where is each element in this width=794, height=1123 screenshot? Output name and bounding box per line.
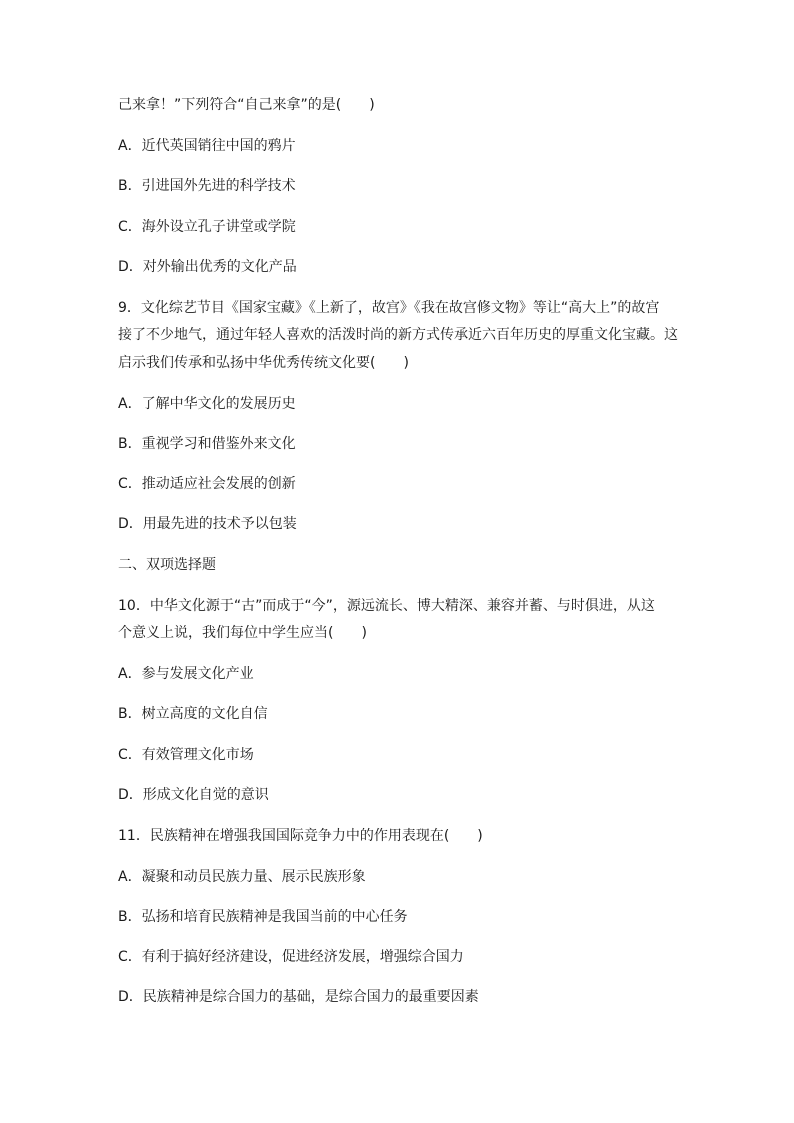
question-10-stem-line-1: 10．中华文化源于“古”而成于“今”，源远流长、博大精深、兼容并蓄、与时俱进，从这 [118,598,655,614]
question-11-option-d: D．民族精神是综合国力的基础，是综合国力的最重要因素 [118,989,479,1005]
question-10-option-b: B．树立高度的文化自信 [118,706,268,722]
question-8-option-d: D．对外输出优秀的文化产品 [118,259,297,275]
section-heading: 二、双项选择题 [118,557,216,573]
question-9-option-b: B．重视学习和借鉴外来文化 [118,436,296,452]
question-9-stem-line-2: 接了不少地气，通过年轻人喜欢的活泼时尚的新方式传承近六百年历史的厚重文化宝藏。这 [118,327,678,343]
question-11-option-b: B．弘扬和培育民族精神是我国当前的中心任务 [118,909,408,925]
question-8-option-c: C．海外设立孔子讲堂或学院 [118,219,296,235]
question-8-option-b: B．引进国外先进的科学技术 [118,178,296,194]
question-9-option-a: A．了解中华文化的发展历史 [118,396,296,412]
question-9-option-d: D．用最先进的技术予以包装 [118,516,297,532]
question-11-option-c: C．有利于搞好经济建设，促进经济发展，增强综合国力 [118,949,464,965]
question-8-stem-tail: 己来拿！”下列符合“自己来拿”的是( ) [118,97,375,113]
question-11-stem: 11．民族精神在增强我国国际竞争力中的作用表现在( ) [118,828,483,844]
question-10-option-a: A．参与发展文化产业 [118,666,254,682]
question-10-option-d: D．形成文化自觉的意识 [118,787,269,803]
question-9-stem-line-1: 9．文化综艺节目《国家宝藏》《上新了，故宫》《我在故宫修文物》等让“高大上”的故宫 [118,300,660,316]
question-10-option-c: C．有效管理文化市场 [118,747,254,763]
question-9-option-c: C．推动适应社会发展的创新 [118,476,296,492]
question-11-option-a: A．凝聚和动员民族力量、展示民族形象 [118,869,366,885]
question-8-option-a: A．近代英国销往中国的鸦片 [118,138,296,154]
question-10-stem-line-2: 个意义上说，我们每位中学生应当( ) [118,625,367,641]
question-9-stem-line-3: 启示我们传承和弘扬中华优秀传统文化要( ) [118,355,409,371]
